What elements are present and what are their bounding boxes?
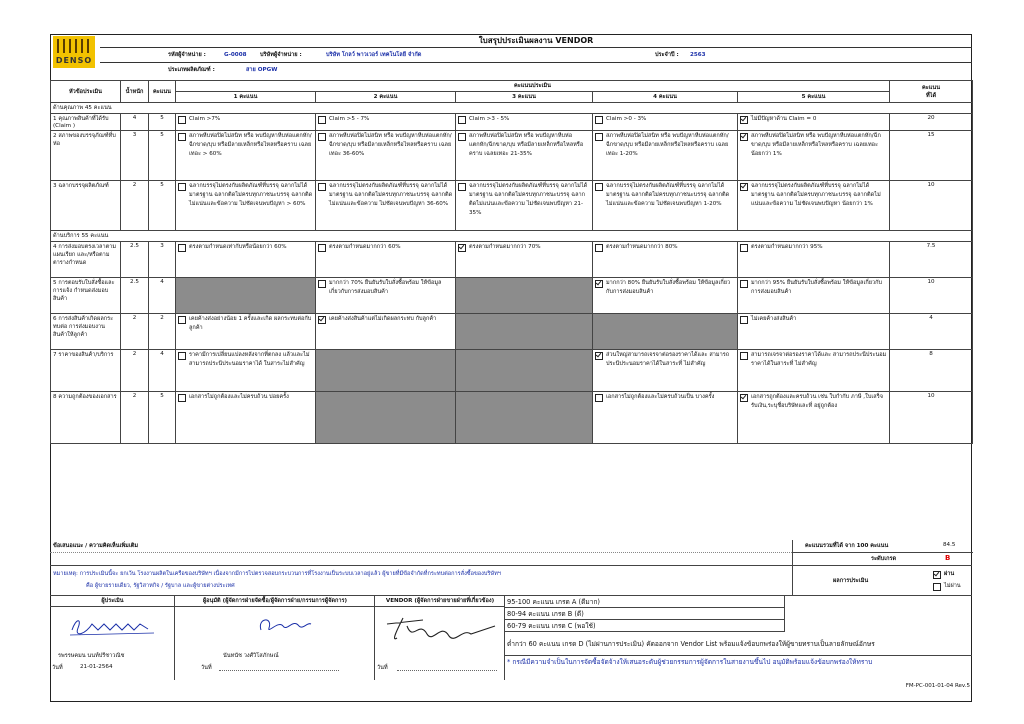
criteria-text: ไม่มีปัญหาด้าน Claim = 0 — [751, 116, 817, 122]
criteria-cell-2 — [316, 350, 456, 392]
criteria-checkbox[interactable] — [318, 183, 326, 191]
header-level-2: 2 คะแนน — [316, 92, 456, 103]
row-topic: 7 ราคาของสินค้า/บริการ — [51, 350, 121, 392]
approver-date-label: วันที่ — [201, 665, 212, 671]
criteria-text: ตรงตามกำหนดมากกว่า 95% — [751, 244, 823, 250]
result-box — [792, 566, 972, 596]
criteria-cell-4 — [593, 350, 738, 392]
vendor-date-line — [397, 670, 497, 671]
row-weight: 2 — [121, 392, 149, 444]
criteria-option[interactable] — [740, 243, 887, 252]
vendor-box — [375, 596, 505, 680]
table-row — [51, 392, 973, 444]
criteria-text: เคยค้างส่งอย่างน้อย 1 ครั้งและเกิด ผลกระทบต่อกับลูกค้า — [189, 316, 312, 331]
row-weight: 4 — [121, 114, 149, 131]
criteria-text: สภาพหีบห่อปิดไม่สนิท หรือ พบปัญหาหีบห่อแตกหัก/ฉีกขาด/บุบ หรือมีลายเหล็กหรือไหลหรือคราบ เฉลยเทอะ 21-35% — [469, 133, 584, 157]
criteria-checkbox[interactable] — [740, 116, 748, 124]
page-title: ใบสรุปประเมินผลงาน VENDOR — [100, 34, 972, 48]
criteria-cell-1 — [176, 242, 316, 278]
criteria-checkbox[interactable] — [178, 394, 186, 402]
criteria-cell-5 — [738, 392, 890, 444]
row-score: 5 — [149, 181, 176, 231]
criteria-checkbox[interactable] — [595, 133, 603, 141]
criteria-text: สภาพหีบห่อปิดไม่สนิท หรือ พบปัญหาหีบห่อแตกหัก/ฉีกขาด/บุบ หรือมีลายเหล็กหรือไหลหรือคราบ เฉลยเทอะ น้อยกว่า 1% — [751, 133, 881, 157]
criteria-checkbox[interactable] — [458, 183, 466, 191]
criteria-checkbox[interactable] — [178, 352, 186, 360]
assessor-date: 21-01-2564 — [80, 664, 113, 670]
criteria-cell-4 — [593, 242, 738, 278]
criteria-option[interactable] — [318, 279, 453, 297]
criteria-cell-3 — [456, 278, 593, 314]
criteria-cell-2 — [316, 392, 456, 444]
table-row — [51, 242, 973, 278]
criteria-checkbox[interactable] — [595, 244, 603, 252]
row-weight: 2 — [121, 314, 149, 350]
row-topic: 4 การส่งมอบตรงเวลาตามแผนเรียก และ/หรือตามตารางกำหนด — [51, 242, 121, 278]
section-service: ด้านบริการ 55 คะแนน — [51, 231, 973, 242]
criteria-text: ราคามีการเปลี่ยนแปลงหลังจากที่ตกลง แล้วและไม่สามารถประนีประนอมราคาได้ ในสาระไม่สำคัญ — [189, 352, 310, 367]
criteria-text: ฉลากบรรจุไม่ตรงกับผลิตภัณฑ์ที่บรรจุ ฉลากไม่ได้มาตรฐาน ฉลากติดไม่ครบทุกภาชนะบรรจุ ฉลากติดไม่แน่นและข้อความ ไม่ชัดเจนพบปัญหา 1-20% — [606, 183, 730, 207]
row-weight: 2 — [121, 350, 149, 392]
criteria-cell-1 — [176, 131, 316, 181]
row-score: 5 — [149, 114, 176, 131]
header-topic: หัวข้อประเมิน — [51, 81, 121, 103]
vendor-date-label: วันที่ — [377, 665, 388, 671]
criteria-option[interactable] — [740, 182, 887, 209]
row-result: 15 — [890, 131, 973, 181]
criteria-cell-3 — [456, 350, 593, 392]
comments-label: ข้อเสนอแนะ / ความคิดเห็นเพิ่มเติม — [53, 543, 139, 549]
criteria-cell-4 — [593, 114, 738, 131]
row-weight: 2 — [121, 181, 149, 231]
criteria-text: มากกว่า 70% ยืนยันรับใบสั่งซื้อพร้อม ให้ข้อมูลเกี่ยวกับการส่งมอบสินค้า — [329, 280, 442, 295]
criteria-cell-5 — [738, 131, 890, 181]
criteria-checkbox[interactable] — [740, 133, 748, 141]
criteria-option[interactable] — [318, 115, 453, 124]
row-result: 10 — [890, 392, 973, 444]
criteria-checkbox[interactable] — [458, 244, 466, 252]
criteria-option[interactable] — [178, 132, 313, 159]
evaluation-table — [50, 80, 973, 444]
criteria-text: สามารถเจรจาต่อรองราคาได้และ สามารถประนีประนอมราคาได้ในสาระที่ ไม่สำคัญ — [751, 352, 887, 367]
criteria-checkbox[interactable] — [595, 183, 603, 191]
criteria-checkbox[interactable] — [740, 244, 748, 252]
criteria-checkbox[interactable] — [740, 316, 748, 324]
criteria-text: เอกสารถูกต้องและครบถ้วน เช่น ใบกำกับ ภาษี ,ใบเสร็จรับเงิน,ระบุชื่อบริษัทและที่ อยู่ถูกต้อง — [751, 394, 883, 409]
criteria-text: สภาพหีบห่อปิดไม่สนิท หรือ พบปัญหาหีบห่อแตกหัก/ฉีกขาด/บุบ หรือมีลายเหล็กหรือไหลหรือคราบ เฉลยเทอะ 1-20% — [606, 133, 729, 157]
criteria-text: มากกว่า 95% ยืนยันรับใบสั่งซื้อพร้อม ให้ข้อมูลเกี่ยวกับการส่งมอบสินค้า — [751, 280, 883, 295]
criteria-text: สภาพหีบห่อปิดไม่สนิท หรือ พบปัญหาหีบห่อแตกหัก/ฉีกขาด/บุบ หรือมีลายเหล็กหรือไหลหรือคราบ เฉลยเทอะ 36-60% — [329, 133, 452, 157]
note-line-2: คือ ผู้ขายรายเดียว, รัฐวิสาหกิจ / รัฐบาล และผู้ขายต่างประเทศ — [86, 583, 235, 589]
criteria-option[interactable] — [458, 243, 590, 252]
criteria-cell-4 — [593, 131, 738, 181]
criteria-text: Claim >7% — [189, 116, 221, 122]
criteria-text: ฉลากบรรจุไม่ตรงกับผลิตภัณฑ์ที่บรรจุ ฉลากไม่ได้มาตรฐาน ฉลากติดไม่ครบทุกภาชนะบรรจุ ฉลากติดไม่แน่นและข้อความ ไม่ชัดเจนพบปัญหา 36-60% — [329, 183, 453, 207]
criteria-checkbox[interactable] — [178, 316, 186, 324]
comments-line — [50, 552, 792, 553]
year-label: ประจำปี : — [655, 52, 679, 58]
grade-note: * กรณีมีความจำเป็นในการจัดซื้อจัดจ้างให้เสนอระดับผู้ช่วยกรรมการผู้จัดการในสายงานขึ้นไป อนุมัติพร้อมแจ้งข้อบกพร่องให้ทราบ — [507, 658, 873, 666]
criteria-cell-4 — [593, 314, 738, 350]
row-weight: 2.5 — [121, 278, 149, 314]
assessor-signature — [68, 614, 158, 638]
fail-checkbox[interactable] — [933, 583, 941, 591]
fail-label: ไม่ผ่าน — [944, 583, 961, 589]
criteria-option[interactable] — [318, 182, 453, 209]
criteria-option[interactable] — [458, 132, 590, 159]
criteria-checkbox[interactable] — [318, 116, 326, 124]
row-result: 10 — [890, 181, 973, 231]
criteria-cell-2 — [316, 114, 456, 131]
criteria-text: เอกสารไม่ถูกต้องและไม่ครบถ้วน บ่อยครั้ง — [189, 394, 289, 400]
approver-date-line — [219, 670, 339, 671]
assessor-name: รพรรษคมน นนท์ปรีชาวณิช — [58, 653, 125, 659]
summary-area — [50, 540, 972, 702]
criteria-cell-3 — [456, 181, 593, 231]
criteria-option[interactable] — [318, 132, 453, 159]
product-type: สาย OPGW — [246, 67, 278, 73]
criteria-option[interactable] — [178, 243, 313, 252]
row-weight: 3 — [121, 131, 149, 181]
criteria-option[interactable] — [740, 393, 887, 411]
criteria-option[interactable] — [178, 182, 313, 209]
row-score: 2 — [149, 314, 176, 350]
criteria-checkbox[interactable] — [178, 244, 186, 252]
criteria-cell-4 — [593, 181, 738, 231]
pass-checkbox[interactable] — [933, 571, 941, 579]
row-score: 4 — [149, 278, 176, 314]
assessor-label: ผู้ประเมิน — [50, 596, 175, 607]
row-result: 20 — [890, 114, 973, 131]
criteria-text: ตรงตามกำหนดเท่ากับหรือน้อยกว่า 60% — [189, 244, 287, 250]
row-topic: 1 คุณภาพสินค้าที่ได้รับ (Claim ) — [51, 114, 121, 131]
criteria-text: ไม่เคยค้างส่งสินค้า — [751, 316, 797, 322]
criteria-text: ฉลากบรรจุไม่ตรงกับผลิตภัณฑ์ที่บรรจุ ฉลากไม่ได้มาตรฐาน ฉลากติดไม่ครบทุกภาชนะบรรจุ ฉลากติดไม่แน่นและข้อความ ไม่ชัดเจนพบปัญหา น้อยกว่า 1% — [751, 183, 881, 207]
criteria-cell-3 — [456, 314, 593, 350]
criteria-cell-2 — [316, 131, 456, 181]
table-row — [51, 278, 973, 314]
criteria-cell-3 — [456, 114, 593, 131]
criteria-cell-1 — [176, 114, 316, 131]
criteria-option[interactable] — [178, 351, 313, 369]
approver-label: ผู้อนุมัติ (ผู้จัดการฝ่ายจัดซื้อ/ผู้จัดการฝ่าย/กรรมการผู้จัดการ) — [175, 596, 375, 607]
criteria-text: เคยค้างส่งสินค้าแต่ไม่เกิดผลกระทบ กับลูกค้า — [329, 316, 437, 322]
criteria-option[interactable] — [595, 243, 735, 252]
criteria-option[interactable] — [595, 279, 735, 297]
row-score: 5 — [149, 131, 176, 181]
criteria-cell-5 — [738, 242, 890, 278]
table-row — [51, 314, 973, 350]
grade-b: 80-94 คะแนน เกรด B (ดี) — [505, 608, 785, 620]
company-logo — [53, 36, 95, 68]
row-weight: 2.5 — [121, 242, 149, 278]
form-code: FM-PC-001-01-04 Rev.5 — [905, 683, 970, 689]
criteria-checkbox[interactable] — [318, 244, 326, 252]
criteria-cell-5 — [738, 278, 890, 314]
criteria-option[interactable] — [740, 351, 887, 369]
grade-label: ระดับเกรด — [871, 556, 897, 562]
year-value: 2563 — [690, 52, 706, 58]
criteria-option[interactable] — [178, 315, 313, 333]
grade-a: 95-100 คะแนน เกรด A (ดีมาก) — [505, 596, 785, 608]
criteria-cell-5 — [738, 114, 890, 131]
criteria-checkbox[interactable] — [458, 133, 466, 141]
table-body — [51, 103, 973, 444]
criteria-checkbox[interactable] — [318, 133, 326, 141]
logo-bars — [57, 39, 91, 53]
row-topic: 8 ความถูกต้องของเอกสาร — [51, 392, 121, 444]
criteria-text: Claim >3 - 5% — [469, 116, 510, 122]
criteria-cell-2 — [316, 314, 456, 350]
notes-row — [50, 566, 972, 596]
row-score: 3 — [149, 242, 176, 278]
approver-signature — [255, 612, 315, 638]
criteria-option[interactable] — [595, 115, 735, 124]
row-score: 4 — [149, 350, 176, 392]
criteria-option[interactable] — [740, 279, 887, 297]
criteria-cell-3 — [456, 131, 593, 181]
criteria-cell-4 — [593, 392, 738, 444]
row-result: 10 — [890, 278, 973, 314]
approver-name: นันทนัช วงศ์วิโสภักษณ์ — [223, 653, 279, 659]
row-topic: 2 สภาพของบรรจุภัณฑ์ที่บห่อ — [51, 131, 121, 181]
grade-legend — [505, 596, 972, 680]
criteria-checkbox[interactable] — [740, 352, 748, 360]
row-topic: 5 การตอบรับใบสั่งซื้อและการแจ้ง กำหนดส่งมอบสินค้า — [51, 278, 121, 314]
fail-option[interactable] — [933, 582, 961, 591]
criteria-option[interactable] — [178, 393, 313, 402]
table-row — [51, 114, 973, 131]
header-level-4: 4 คะแนน — [593, 92, 738, 103]
vendor-code-label: รหัสผู้จำหน่าย : — [168, 52, 206, 58]
criteria-cell-2 — [316, 181, 456, 231]
grade-value: B — [945, 554, 951, 562]
criteria-text: ตรงตามกำหนดมากกว่า 60% — [329, 244, 401, 250]
criteria-text: ตรงตามกำหนดมากกว่า 70% — [469, 244, 541, 250]
criteria-checkbox[interactable] — [740, 280, 748, 288]
signatures-row — [50, 596, 972, 680]
criteria-option[interactable] — [740, 315, 887, 324]
criteria-option[interactable] — [458, 182, 590, 218]
criteria-text: ส่วนใหญ่สามารถเจรจาต่อรองราคาได้และ สามารถประนีประนอมราคาได้ในสาระที่ ไม่สำคัญ — [606, 352, 730, 367]
criteria-text: สภาพหีบห่อปิดไม่สนิท หรือ พบปัญหาหีบห่อแตกหัก/ฉีกขาด/บุบ หรือมีลายเหล็กหรือไหลหรือคราบ เฉลยเทอะ > 60% — [189, 133, 312, 157]
row-topic: 6 การส่งสินค้าเกิดผลกระทบต่อ การส่งมอบงานสินค้าให้ลูกค้า — [51, 314, 121, 350]
header-level-5: 5 คะแนน — [738, 92, 890, 103]
result-label: ผลการประเมิน — [833, 578, 869, 584]
header-weight: น้ำหนัก — [121, 81, 149, 103]
criteria-cell-5 — [738, 314, 890, 350]
criteria-cell-3 — [456, 242, 593, 278]
criteria-checkbox[interactable] — [318, 316, 326, 324]
criteria-text: Claim >5 - 7% — [329, 116, 370, 122]
criteria-option[interactable] — [595, 132, 735, 159]
criteria-text: ตรงตามกำหนดมากกว่า 80% — [606, 244, 678, 250]
row-result: 8 — [890, 350, 973, 392]
criteria-checkbox[interactable] — [595, 394, 603, 402]
comments-row — [50, 540, 972, 566]
header-score: คะแนน — [149, 81, 176, 103]
total-label: คะแนนรวมที่ได้ จาก 100 คะแนน — [805, 543, 889, 549]
header-level-1: 1 คะแนน — [176, 92, 316, 103]
criteria-checkbox[interactable] — [595, 280, 603, 288]
vendor-name-label: บริษัทผู้จำหน่าย : — [260, 52, 302, 58]
criteria-checkbox[interactable] — [178, 116, 186, 124]
criteria-checkbox[interactable] — [318, 280, 326, 288]
criteria-cell-2 — [316, 278, 456, 314]
criteria-checkbox[interactable] — [595, 116, 603, 124]
criteria-text: เอกสารไม่ถูกต้องและไม่ครบถ้วนเป็น บางครั้ง — [606, 394, 715, 400]
pass-option[interactable] — [933, 570, 954, 579]
vendor-signature — [383, 612, 499, 644]
criteria-option[interactable] — [458, 115, 590, 124]
criteria-checkbox[interactable] — [740, 183, 748, 191]
criteria-checkbox[interactable] — [740, 394, 748, 402]
criteria-checkbox[interactable] — [178, 183, 186, 191]
criteria-option[interactable] — [740, 115, 887, 124]
criteria-option[interactable] — [595, 351, 735, 369]
criteria-option[interactable] — [595, 182, 735, 209]
product-type-label: ประเภทผลิตภัณฑ์ : — [168, 67, 215, 73]
criteria-cell-1 — [176, 181, 316, 231]
criteria-text: ฉลากบรรจุไม่ตรงกับผลิตภัณฑ์ที่บรรจุ ฉลากไม่ได้มาตรฐาน ฉลากติดไม่ครบทุกภาชนะบรรจุ ฉลากติดไม่แน่นและข้อความ ไม่ชัดเจนพบปัญหา 21-35% — [469, 183, 588, 216]
vendor-sign-label: VENDOR (ผู้จัดการฝ่ายขายฝ่ายที่เกี่ยวข้อง) — [375, 596, 505, 607]
assessor-date-label: วันที่ — [52, 665, 63, 671]
criteria-text: Claim >0 - 3% — [606, 116, 647, 122]
criteria-text: ฉลากบรรจุไม่ตรงกับผลิตภัณฑ์ที่บรรจุ ฉลากไม่ได้มาตรฐาน ฉลากติดไม่ครบทุกภาชนะบรรจุ ฉลากติดไม่แน่นและข้อความ ไม่ชัดเจนพบปัญหา > 60% — [189, 183, 313, 207]
row-result: 4 — [890, 314, 973, 350]
note-line-1: หมายเหตุ: การประเมินนี้จะ ยกเว้น โรงงานผลิตในเครือของบริษัทฯ เนื่องจากมีการไปตรวจสอบกระบวนการที่โรงงานเป็นระบบเวลาอยู่แล้ว ผู้ขายที่มีข้อจำกัดที่กระทบต่อการสั่งซื้อของบริษัทฯ — [53, 571, 501, 577]
section-quality: ด้านคุณภาพ 45 คะแนน — [51, 103, 973, 114]
criteria-checkbox[interactable] — [595, 352, 603, 360]
total-value: 84.5 — [943, 542, 956, 548]
total-divider — [793, 552, 973, 553]
pass-label: ผ่าน — [944, 571, 955, 577]
criteria-cell-1 — [176, 278, 316, 314]
criteria-cell-1 — [176, 314, 316, 350]
assessor-box — [50, 596, 175, 680]
criteria-text: มากกว่า 80% ยืนยันรับใบสั่งซื้อพร้อม ให้ข้อมูลเกี่ยวกับการส่งมอบสินค้า — [606, 280, 731, 295]
criteria-checkbox[interactable] — [178, 133, 186, 141]
approver-box — [175, 596, 375, 680]
grade-d: ต่ำกว่า 60 คะแนน เกรด D (ไม่ผ่านการประเมิน) คัดออกจาก Vendor List พร้อมแจ้งข้อบกพร่องให้ผู้ขายทราบเป็นลายลักษณ์อักษร — [505, 632, 972, 656]
header-criteria: คะแนนประเมิน — [176, 81, 890, 92]
vendor-header-row — [100, 48, 972, 63]
criteria-cell-2 — [316, 242, 456, 278]
header-result — [890, 81, 973, 103]
row-result: 7.5 — [890, 242, 973, 278]
vendor-name: บริษัท โกลว์ พาวเวอร์ เทคโนโลยี จำกัด — [326, 52, 422, 58]
header-result-line2: ที่ได้ — [925, 92, 937, 99]
criteria-option[interactable] — [318, 243, 453, 252]
table-row — [51, 131, 973, 181]
header-level-3: 3 คะแนน — [456, 92, 593, 103]
vendor-code: G-0008 — [224, 52, 247, 58]
criteria-cell-3 — [456, 392, 593, 444]
criteria-option[interactable] — [740, 132, 887, 159]
criteria-checkbox[interactable] — [458, 116, 466, 124]
row-topic: 3 ฉลากบรรจุผลิตภัณฑ์ — [51, 181, 121, 231]
criteria-cell-5 — [738, 350, 890, 392]
table-row — [51, 181, 973, 231]
grade-c: 60-79 คะแนน เกรด C (พอใช้) — [505, 620, 785, 632]
criteria-option[interactable] — [318, 315, 453, 324]
table-row — [51, 350, 973, 392]
criteria-option[interactable] — [595, 393, 735, 402]
criteria-cell-1 — [176, 350, 316, 392]
criteria-option[interactable] — [178, 115, 313, 124]
criteria-cell-4 — [593, 278, 738, 314]
row-score: 5 — [149, 392, 176, 444]
total-box — [792, 540, 972, 566]
logo-text: DENSO — [55, 56, 93, 65]
criteria-cell-5 — [738, 181, 890, 231]
criteria-cell-1 — [176, 392, 316, 444]
product-type-row — [100, 63, 972, 77]
header-result-line1: คะแนน — [922, 84, 941, 91]
